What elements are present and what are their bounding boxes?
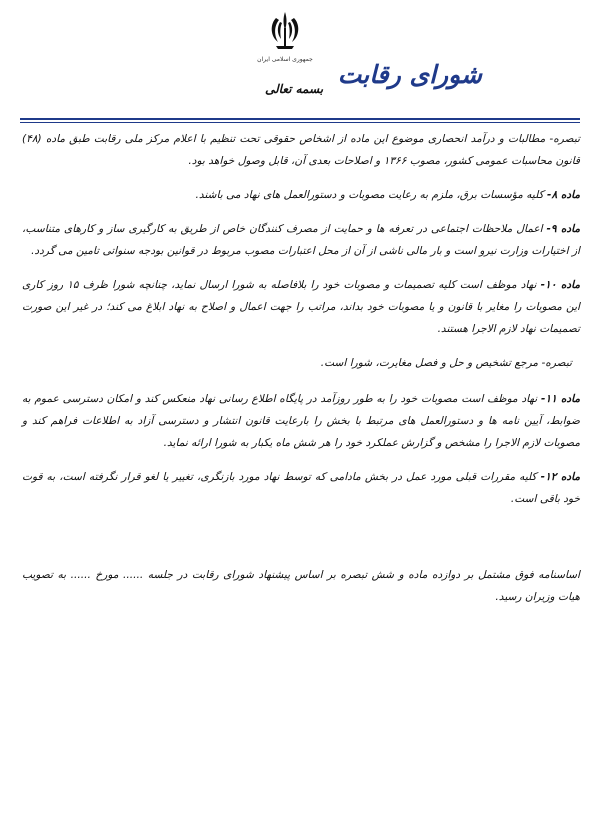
article-12-text: کلیه مقررات قبلی مورد عمل در بخش مادامی که توسط نهاد مورد بازنگری، تغییر یا لغو قرار نگرفته است، به قوت خود باقی است. bbox=[22, 471, 580, 505]
article-10-note: تبصره- مرجع تشخیص و حل و فصل مغایرت، شورا است. bbox=[320, 357, 572, 369]
article-12 bbox=[22, 466, 580, 510]
council-title: شورای رقابت bbox=[337, 60, 482, 89]
article-11 bbox=[22, 388, 580, 454]
article-10 bbox=[22, 274, 580, 340]
article-11-text: نهاد موظف است مصوبات خود را به طور روزآمد در پایگاه اطلاع رسانی نهاد منعکس کند و امکان دسترسی عموم به ضوابط، آیین نامه ها و دستورالعمل های مرتبط با بخش را بارعایت قانون انتشار و دسترسی آزاد به اطلاعات فراهم کند و مصوبات لازم الاجرا را مشخص و گزارش عملکرد خود را هر شش ماه یکبار به شورا ارائه نماید. bbox=[22, 393, 580, 449]
article-8 bbox=[22, 184, 580, 206]
article-8-text: کلیه مؤسسات برق، ملزم به رعایت مصوبات و دستورالعمل های نهاد می باشند. bbox=[195, 189, 548, 201]
article-12-label: ماده ۱۲- bbox=[540, 471, 580, 483]
document-body bbox=[22, 128, 580, 620]
article-9 bbox=[22, 218, 580, 262]
article-9-text: اعمال ملاحظات اجتماعی در تعرفه ها و حمایت از مصرف کنندگان خاص از طریق به کارگیری ساز و کارهای متناسب، از اختیارات وزارت نیرو است و بار مالی ناشی از آن از محل اعتبارات مصوب مربوط در قوانین بودجه سنواتی تامین می گردد. bbox=[22, 223, 580, 257]
article-9-label: ماده ۹- bbox=[546, 223, 581, 235]
article-10-text: نهاد موظف است کلیه تصمیمات و مصوبات خود را بلافاصله به شورا ارسال نماید، چنانچه شورا ظرف ۱۵ روز کاری این مصوبات را مغایر با قانون و یا مصوبات خود بداند، مراتب را جهت اعمال و اصلاح به نهاد ابلاغ می کند؛ در غیر این صورت تصمیمات نهاد لازم الاجرا هستند. bbox=[22, 279, 580, 335]
closing-statement: اساسنامه فوق مشتمل بر دوازده ماده و شش تبصره بر اساس پیشنهاد شورای رقابت در جلسه ...... مورخ ...... به تصویب هیات وزیران رسید. bbox=[22, 569, 580, 603]
paragraph-note-1: تبصره- مطالبات و درآمد انحصاری موضوع این ماده از اشخاص حقوقی تحت تنظیم با اعلام مرکز ملی رقابت طبق ماده (۴۸) قانون محاسبات عمومی کشور، مصوب ۱۳۶۶ و اصلاحات بعدی آن، قابل وصول خواهد بود. bbox=[22, 133, 580, 167]
header-divider-thin bbox=[20, 122, 580, 123]
article-10-label: ماده ۱۰- bbox=[540, 279, 580, 291]
emblem-caption: جمهوری اسلامی ایران bbox=[257, 56, 313, 63]
article-11-label: ماده ۱۱- bbox=[540, 393, 580, 405]
article-8-label: ماده ۸- bbox=[547, 189, 580, 201]
iran-emblem-icon bbox=[262, 8, 308, 54]
invocation: بسمه تعالی bbox=[265, 82, 324, 96]
header-divider bbox=[20, 118, 580, 120]
